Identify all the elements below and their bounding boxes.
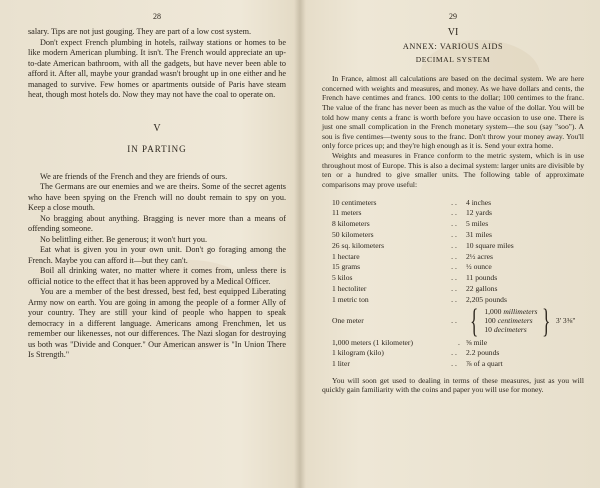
page-number: 28 (153, 12, 161, 21)
chapter-title: IN PARTING (127, 143, 187, 154)
paragraph: You will soon get used to dealing in terms of these measures, just as you will quickly gain familiarity with the coins and paper you will use for money. (322, 375, 584, 395)
paragraph: In France, almost all calculations are based on the decimal system. We are here concerned with weights and measures, and money. As we have dollars and cents, the French have centimes and francs. 100 cents to the dollar; 100 centimes to the franc. The value of the franc has never been as much as the value of the dollar. You will be told how many cents a franc is worth before you have occasion to use one. There is just one small complication in the French monetary system—the sou (say "soo"). A sou is five centimes—twenty sous to the franc. Don't throw your money away. You'll only force prices up; and they're high enough as it is. Send your extra home. (322, 74, 584, 151)
imperial-cell: 5 miles (466, 219, 489, 229)
subdivision-unit: decimeters (493, 324, 527, 334)
imperial-cell: ½ ounce (466, 262, 492, 272)
leader-dots: . . (451, 197, 457, 207)
right-page (300, 0, 600, 488)
leader-dots: . . (451, 251, 457, 261)
section-number: VI (447, 27, 459, 38)
leader-dots: . . (451, 208, 457, 218)
metric-cell: 11 meters (332, 208, 362, 218)
table-row (332, 208, 584, 219)
table-row (332, 241, 584, 252)
one-meter-row (332, 302, 584, 340)
metric-cell: 50 kilometers (332, 230, 374, 240)
paragraph: No belittling either. Be generous; it won't hurt you. (40, 234, 208, 244)
section-subtitle: DECIMAL SYSTEM (415, 55, 491, 64)
imperial-cell: 11 pounds (466, 273, 498, 283)
metric-cell: 10 centimeters (332, 197, 377, 207)
imperial-cell: 3' 3⅜" (555, 316, 576, 326)
table-row (332, 198, 584, 209)
metric-cell: 26 sq. kilometers (332, 240, 385, 250)
imperial-cell: 2,205 pounds (466, 294, 507, 304)
imperial-cell: ⅞ of a quart (466, 359, 503, 369)
leader-dots: . . (451, 359, 457, 369)
leader-dots: . . (451, 230, 457, 240)
table-row (332, 252, 584, 263)
leader-dots: . . (451, 316, 457, 326)
paragraph: Don't expect French plumbing in hotels, railway stations or homes to be like modern American plumbing. It isn't. The French would appreciate an up-to-date American bathroom, with all the gadgets, but have never been able to afford it. After all, maybe your grandad wasn't brought up in one either and he managed to survive. Few homes or apartments outside of Paris have steam heat, though most hotels do. Now they may not have the coal to operate on. (28, 37, 286, 99)
paragraph: We are friends of the French and they are friends of ours. (40, 171, 228, 181)
right-brace-glyph: } (541, 302, 550, 340)
paragraph: The Germans are our enemies and we are theirs. Some of the secret agents who have been spying on the French will no doubt remain to spy on you. Keep a close mouth. (28, 182, 286, 212)
imperial-cell: 2½ acres (466, 251, 493, 261)
leader-dots: . . (451, 262, 457, 272)
metric-cell: 1 kilogram (kilo) (332, 348, 384, 358)
metric-cell: 1 hectare (332, 251, 360, 261)
imperial-cell: 2.2 pounds (466, 348, 500, 358)
metric-cell: 5 kilos (332, 273, 353, 283)
page-number: 29 (449, 12, 457, 21)
leader-dots: . . (451, 294, 457, 304)
leader-dots: . . (451, 273, 457, 283)
table-row (332, 273, 584, 284)
meter-subdivisions (484, 308, 537, 334)
metric-cell: 1,000 meters (1 kilometer) (332, 337, 413, 347)
leader-dots: . (458, 337, 460, 347)
imperial-cell: 10 square miles (466, 240, 514, 250)
subdivision-unit: centimeters (497, 316, 533, 326)
imperial-cell: ⅝ mile (466, 337, 488, 347)
imperial-cell: 22 gallons (466, 283, 498, 293)
leader-dots: . . (451, 240, 457, 250)
left-brace-glyph: { (470, 302, 479, 340)
table-row (332, 284, 584, 295)
metric-cell: 15 grams (332, 262, 361, 272)
table-row (332, 359, 584, 370)
conversion-table (332, 198, 584, 370)
subdivision-number: 1,000 (484, 307, 502, 317)
imperial-cell: 12 yards (466, 208, 492, 218)
metric-cell: 1 hectoliter (332, 283, 367, 293)
metric-cell: One meter (332, 316, 364, 326)
subdivision-unit: millimeters (503, 307, 538, 317)
section-title: ANNEX: VARIOUS AIDS (402, 42, 504, 51)
leader-dots: . . (451, 283, 457, 293)
imperial-cell: 4 inches (466, 197, 492, 207)
paragraph: Eat what is given you in your own unit. Don't go foraging among the French. Maybe you can afford it—but they can't. (28, 245, 286, 265)
paragraph: No bragging about anything. Bragging is never more than a means of offending someone. (28, 213, 286, 233)
table-row (332, 230, 584, 241)
subdivision-number: 10 (484, 324, 492, 334)
paragraph: Weights and measures in France conform to the metric system, which is in use throughout most of Europe. This is also a decimal system: larger units are divisible by ten or a hundred to give smaller units. The following table of approximate comparisons may prove useful: (322, 151, 584, 190)
subdivision-number: 100 (484, 316, 496, 326)
table-row (332, 262, 584, 273)
paragraph: Boil all drinking water, no matter where it comes from, unless there is official notice to the effect that it has been approved by a Medical Officer. (28, 266, 286, 286)
table-row (332, 348, 584, 359)
metric-cell: 8 kilometers (332, 219, 370, 229)
leader-dots: . . (451, 219, 457, 229)
chapter-number: V (153, 122, 161, 134)
paragraph: salary. Tips are not just gouging. They are part of a low cost system. (28, 27, 252, 36)
leader-dots: . . (451, 348, 457, 358)
imperial-cell: 31 miles (466, 230, 492, 240)
metric-cell: 1 metric ton (332, 294, 369, 304)
paragraph: You are a member of the best dressed, best fed, best equipped Liberating Army now on earth. You are going in among the people of a former Ally of your country. They are still your kind of people who happen to speak democracy in a different language. Americans among Frenchmen, let us remember our likenesses, not our differences. The Nazi slogan for destroying us both was "Divide and Conquer." Our American answer is "In Union There Is Strength." (28, 287, 286, 359)
table-row (332, 219, 584, 230)
metric-cell: 1 liter (332, 359, 350, 369)
